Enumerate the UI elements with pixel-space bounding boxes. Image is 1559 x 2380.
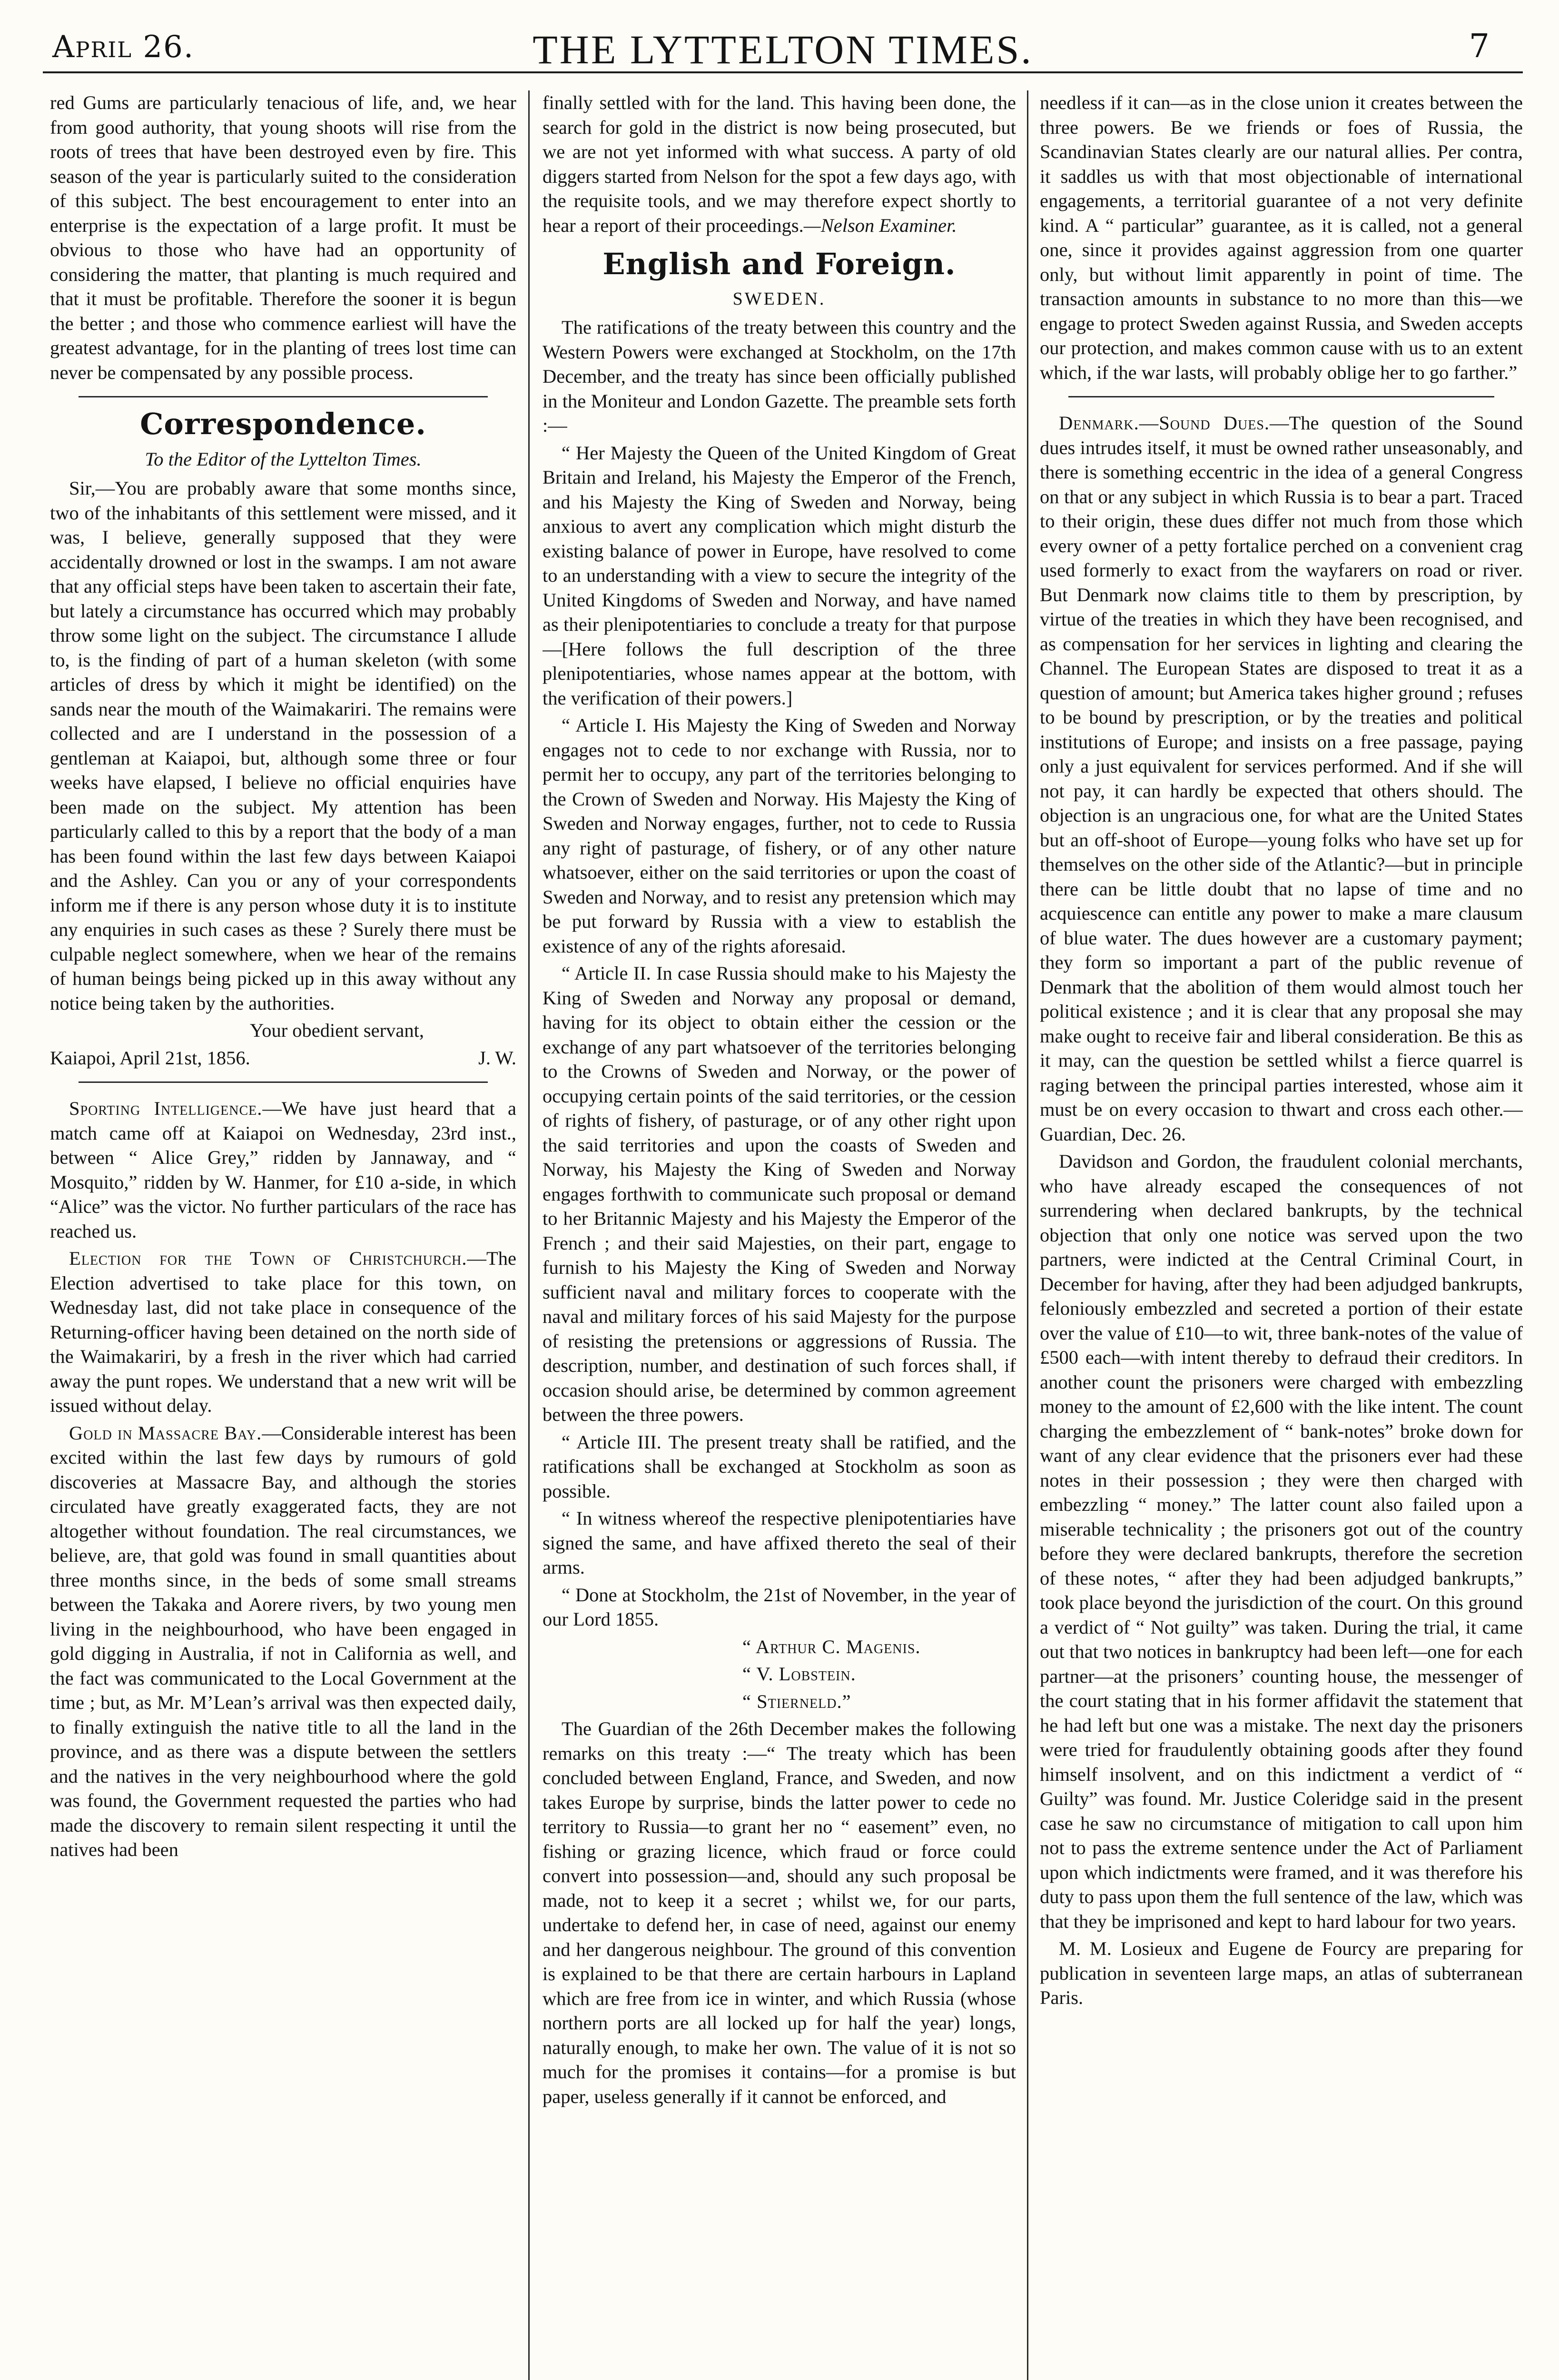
foreign-news-heading: English and Foreign. <box>602 247 956 281</box>
treaty-witness: “ In witness whereof the respective plenipotentiaries have signed the same, and have affixed thereto the seal of their arms. <box>543 1507 1016 1578</box>
treaty-signatory: “ Arthur C. Magenis. <box>742 1636 921 1657</box>
letter-place: Kaiapoi, April 21st, 1856. <box>50 1047 250 1069</box>
paris-atlas-note: M. M. Losieux and Eugene de Fourcy are preparing for publication in seventeen large maps, an atlas of subterranean Paris. <box>1040 1938 1523 2008</box>
section-divider <box>79 1081 488 1083</box>
column-divider <box>528 90 530 2380</box>
column-2 <box>543 90 1016 2380</box>
letter-closing: Your obedient servant, <box>250 1020 424 1041</box>
treaty-article-3: “ Article III. The present treaty shall be ratified, and the ratifications shall be exchanged at Stockholm as soon as possible. <box>543 1431 1016 1502</box>
election-notice <box>50 1246 516 1418</box>
treaty-article-2: “ Article II. In case Russia should make to his Majesty the King of Sweden and Norway any proposal or demand, having for its object to obtain either the cession or the exchange of any part whatsoever of the territories belonging to the Crowns of Sweden and Norway, or the power of occupying certain points of the said territories, or the cession of rights of fishery, of pasturage, or of any other right upon the said territories and upon the coasts of Sweden and Norway, his Majesty the King of Sweden and Norway engages forthwith to communicate such proposal or demand to her Britannic Majesty and his Majesty the Emperor of the French ; and their said Majesties, on their part, engage to furnish to his Majesty the King of Sweden and Norway sufficient naval and military forces to cooperate with the naval and military forces of his said Majesty for the purpose of resisting the pretensions or aggressions of Russia. The description, number, and destination of such forces shall, if occasion should arise, be determined by common agreement between the three powers. <box>543 962 1016 1425</box>
election-heading: Election for the Town of Christchurch. <box>69 1248 467 1269</box>
masthead <box>43 19 1523 73</box>
column-1 <box>50 90 516 2380</box>
column-3 <box>1040 90 1523 2380</box>
sporting-heading: Sporting Intelligence. <box>69 1098 263 1119</box>
election-body: —The Election advertised to take place for this town, on Wednesday last, did not take place in consequence of the Returning-officer having been detained on the north side of the Waimakariri, by a fresh in the river which had carried away the punt ropes. We understand that a new writ will be issued without delay. <box>50 1248 516 1416</box>
section-divider <box>1068 396 1494 397</box>
page-number: 7 <box>1469 28 1490 65</box>
column-divider <box>1027 90 1028 2380</box>
issue-date: April 26. <box>52 30 195 65</box>
davidson-gordon-article: Davidson and Gordon, the fraudulent colonial merchants, who have already escaped the consequences of not surrendering when declared bankrupts, by the technical objection that only one notice was served upon the two partners, were indicted at the Central Criminal Court, in December for having, after they had been adjudged bankrupts, feloniously embezzled and secreted a portion of their estate over the value of £10—to wit, three bank-notes of the value of £500 each—with intent thereby to defraud their creditors. In another count the prisoners were charged with embezzling money to the amount of £2,600 with the like intent. The count charging the embezzlement of “ bank-notes” broke down for want of any clear evidence that the prisoners ever had these notes in their possession ; they were then charged with embezzling “ money.” The latter count also failed upon a miserable technicality ; the prisoners got out of the country before they were declared bankrupts, therefore the secretion of these notes, “ after they had been adjudged bankrupts,” took place beyond the jurisdiction of the court. On this ground a verdict of “ Not guilty” was taken. During the trial, it came out that two notices in bankruptcy had been left—one for each partner—at the prisoners’ counting house, the messenger of the court stating that in his former affidavit the statement that he had left but one was a mistake. The next day the prisoners were tried for fraudulently obtaining goods after they found himself insolvent, and on this indictment a verdict of “ Guilty” was found. Mr. Justice Coleridge said in the present case he saw no circumstance of mitigation to call upon him not to pass the extreme sentence under the Act of Parliament upon which indictments were framed, and it was therefore his duty to pass upon them the full sentence of the law, which was that they be imprisoned and kept to hard labour for two years. <box>1040 1150 1523 1932</box>
letter-initials: J. W. <box>478 1047 516 1069</box>
guardian-remarks: The Guardian of the 26th December makes the following remarks on this treaty :—“ The treaty which has been concluded between England, France, and Sweden, and now takes Europe by surprise, binds the latter power to cede no territory to Russia—to grant her no “ easement” even, no fishing or grazing licence, which fraud or force could convert into possession—and, should any such proposal be made, not to keep it a secret ; whilst we, for our parts, undertake to defend her, in case of need, against our enemy and her dangerous neighbour. The ground of this convention is explained to be that there are certain harbours in Lapland which are free from ice in winter, and which Russia (whose northern ports are all locked up for half the year) longs, naturally enough, to make her own. The value of it is not so much for the promises it contains—for a promise is but paper, useless generally if it cannot be enforced, and <box>543 1718 1016 2107</box>
gold-body: —Considerable interest has been excited within the last few days by rumours of gold discoveries at Massacre Bay, and although the stories circulated have greatly exaggerated facts, they are not altogether without foundation. The real circumstances, we believe, are, that gold was found in small quantities about three months since, in the beds of some small streams between the Takaka and Aorere rivers, by two young men living in the neighbourhood, who have been engaged in gold digging in Australia, if not in California as well, and the fact was communicated to the Local Government at the time ; but, as Mr. M’Lean’s arrival was then expected daily, to finally extinguish the native title to all the land in the province, and as there was a dispute between the settlers and the natives in the very neighbourhood where the gold was found, the Government requested the parties who had made the discovery to remain silent respecting it until the natives had been <box>50 1422 516 1860</box>
sweden-heading: SWEDEN. <box>732 288 826 309</box>
newspaper-title: THE LYTTELTON TIMES. <box>533 27 1033 72</box>
treaty-preamble: “ Her Majesty the Queen of the United Kingdom of Great Britain and Ireland, his Majesty the Emperor of the French, and his Majesty the King of Sweden and Norway, being anxious to avert any complication which might disturb the existing balance of power in Europe, have resolved to come to an understanding with a view to secure the integrity of the United Kingdoms of Sweden and Norway, and have named as their plenipotentiaries to conclude a treaty for that purpose—[Here follows the full description of the three plenipotentiaries, whose names appear at the bottom, with the verification of their powers.] <box>543 442 1016 709</box>
gold-article-continued <box>543 90 1016 238</box>
treaty-signatory: “ Stierneld.” <box>742 1690 851 1712</box>
treaty-article-1: “ Article I. His Majesty the King of Sweden and Norway engages not to cede to nor exchange with Russia, nor to permit her to occupy, any part of the territories belonging to the Crown of Sweden and Norway. His Majesty the King of Sweden and Norway engages, further, not to cede to Russia any right of pasturage, of fishery, or of any other nature whatsoever, either on the said territories or upon the coast of Sweden and Norway, and to resist any pretension which may be put forward by Russia with a view to establish the existence of any of the rights aforesaid. <box>543 714 1016 957</box>
tree-planting-article: red Gums are particularly tenacious of life, and, we hear from good authority, that young shoots will rise from the roots of trees that have been destroyed even by fire. This season of the year is particularly suited to the consideration of this subject. The best encouragement to enter into an enterprise is the expectation of a large profit. It must be obvious to those who have had an opportunity of considering the matter, that planting is much required and that it must be profitable. Therefore the sooner it is begun the better ; and those who commence earliest will have the greatest advantage, for in the planting of trees lost time can never be compensated by any possible process. <box>50 92 516 383</box>
letter-body: Sir,—You are probably aware that some months since, two of the inhabitants of this settlement were missed, and it was, I believe, generally supposed that they were accidentally drowned or lost in the swamps. I am not aware that any official steps have been taken to ascertain their fate, but lately a circumstance has occurred which may probably throw some light on the subject. The circumstance I allude to, is the finding of part of a human skeleton (with some articles of dress by which it might be identified) on the sands near the mouth of the Waimakariri. The remains were collected and are I understand in the possession of a gentleman at Kaiapoi, but, although some three or four weeks have elapsed, I believe no official enquiries have been made on the subject. My attention has been particularly called to this by a report that the body of a man has been found within the last few days between Kaiapoi and the Ashley. Can you or any of your correspondents inform me if there is any person whose duty it is to institute any enquiries in such cases as these ? Surely there must be culpable neglect somewhere, when we hear of the remains of human beings being picked up in this away without any notice being taken by the authorities. <box>50 477 516 1014</box>
gold-source: —Nelson Examiner. <box>803 214 957 236</box>
gold-heading: Gold in Massacre Bay. <box>69 1422 262 1444</box>
sporting-intelligence <box>50 1096 516 1243</box>
denmark-sound-dues <box>1040 411 1523 1146</box>
gold-continued-text: finally settled with for the land. This having been done, the search for gold in the district is now being prosecuted, but we are not yet informed with what success. A party of old diggers started from Nelson for the spot a few days ago, with the requisite tools, and we may therefore expect shortly to hear a report of their proceedings. <box>543 92 1016 236</box>
guardian-remarks-continued: needless if it can—as in the close union it creates between the three powers. Be we friends or foes of Russia, the Scandinavian States clearly are our natural allies. Per contra, it saddles us with that most objectionable of international engagements, a territorial guarantee of a not very definite kind. A “ particular” guarantee, as it is called, not a general one, since it provides against aggression from one quarter only, but without limit apparently in point of time. The transaction amounts in substance to no more than this—we engage to protect Sweden against Russia, and Sweden accepts our protection, and makes common cause with us to an extent which, if the war lasts, will probably oblige her to go farther.” <box>1040 92 1523 383</box>
gold-article <box>50 1421 516 1862</box>
denmark-heading: Denmark.—Sound Dues. <box>1059 412 1270 434</box>
sporting-body: —We have just heard that a match came off at Kaiapoi on Wednesday, 23rd inst., between “ Alice Grey,” ridden by Jannaway, and “ Mosquito,” ridden by W. Hanmer, for £10 a-side, in which “Alice” was the victor. No further particulars of the race has reached us. <box>50 1098 516 1242</box>
section-divider <box>79 396 488 397</box>
sweden-intro: The ratifications of the treaty between this country and the Western Powers were exchanged at Stockholm, on the 17th December, and the treaty has since been officially published in the Moniteur and London Gazette. The preamble sets forth :— <box>543 317 1016 436</box>
letter-salutation: To the Editor of the Lyttelton Times. <box>145 448 422 470</box>
denmark-body: —The question of the Sound dues intrudes itself, it must be owned rather unseasonably, and there is something eccentric in the idea of a general Congress on that or any subject in which Russia is to bear a part. Traced to their origin, these dues differ not much from those which every owner of a petty fortalice perched on a convenient crag used formerly to exact from the wayfarers on road or river. But Denmark now claims title to them by prescription, by virtue of the treaties in which they have been recognised, and as compensation for her services in lighting and clearing the Channel. The European States are disposed to treat it as a question of amount; but America takes higher ground ; refuses to be bound by prescription, or by the treaties and political institutions of Europe; and insists on a free passage, paying only a just equivalent for services performed. And if she will not pay, it can hardly be expected that others should. The objection is an ungracious one, for what are the United States but an off-shoot of Europe—young folks who have set up for themselves on the other side of the Atlantic?—but in principle there can be little doubt that no lapse of time and no acquiescence can entitle any power to make a mare clausum of blue water. The dues however are a customary payment; they form so important a part of the public revenue of Denmark that the abolition of them would almost touch her political existence ; and it is clear that any proposal she may make ought to receive fair and liberal consideration. Be this as it may, can the question be settled whilst a fierce quarrel is raging between the principal parties interested, whose aim it must be on every occasion to thwart and cross each other.—Guardian, Dec. 26. <box>1040 412 1523 1145</box>
treaty-done: “ Done at Stockholm, the 21st of November, in the year of our Lord 1855. <box>543 1584 1016 1630</box>
treaty-signatory: “ V. Lobstein. <box>742 1663 856 1685</box>
correspondence-heading: Correspondence. <box>140 407 426 441</box>
letter-signature <box>50 1046 516 1071</box>
